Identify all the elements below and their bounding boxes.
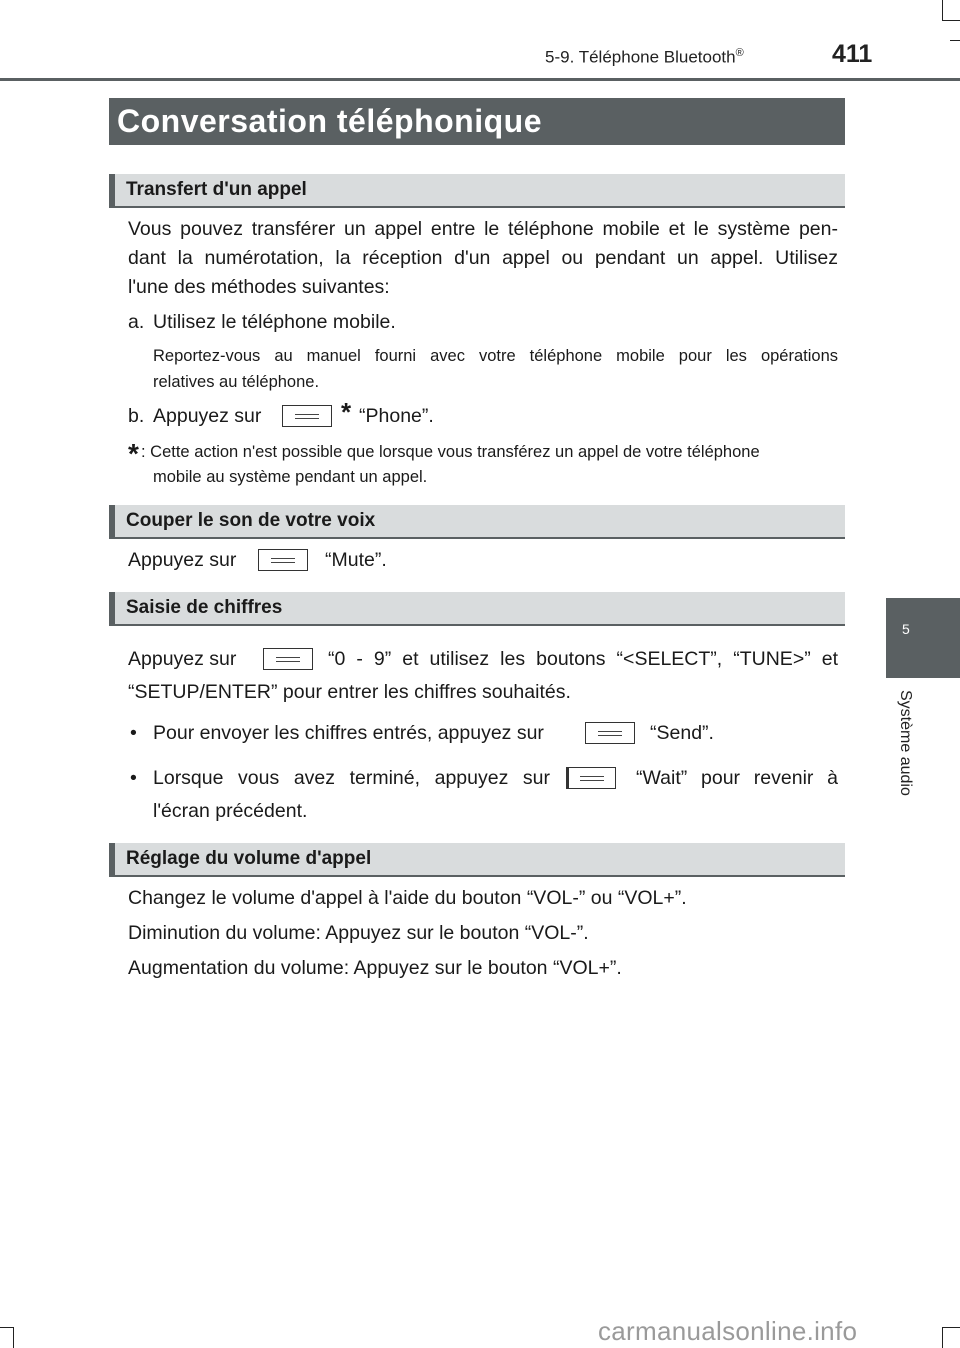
send-button bbox=[585, 722, 635, 744]
transfer-note-line-2: relatives au téléphone. bbox=[153, 373, 320, 391]
chapter-label: Système audio bbox=[897, 690, 914, 796]
crop-mark bbox=[0, 1327, 14, 1328]
digits-line-2: “SETUP/ENTER” pour entrer les chiffres souhaités. bbox=[128, 681, 571, 703]
option-b-star: * bbox=[341, 397, 352, 427]
heading-transfer: Transfert d'un appel bbox=[109, 174, 845, 208]
registered-mark: ® bbox=[735, 47, 744, 59]
watermark: carmanualsonline.info bbox=[598, 1316, 858, 1346]
section-title: 5-9. Téléphone Bluetooth bbox=[545, 47, 736, 67]
phone-button bbox=[282, 405, 332, 427]
footnote-line-1: : Cette action n'est possible que lorsque vous transférez un appel de votre téléphone bbox=[141, 443, 760, 461]
crop-mark bbox=[942, 0, 943, 20]
heading-volume: Réglage du volume d'appel bbox=[109, 843, 845, 877]
option-a-text: Utilisez le téléphone mobile. bbox=[153, 311, 396, 333]
section-header bbox=[545, 47, 744, 68]
transfer-intro-line-2: dant la numérotation, la réception d'un appel ou pendant un appel. Utilisez bbox=[128, 247, 838, 269]
volume-line-3: Augmentation du volume: Appuyez sur le bouton “VOL+”. bbox=[128, 957, 622, 979]
mute-button bbox=[258, 549, 308, 571]
digits-button bbox=[263, 648, 313, 670]
digits-line-1-suffix: “0 - 9” et utilisez les boutons “<SELECT”, “TUNE>” et bbox=[328, 648, 838, 670]
wait-button bbox=[566, 767, 616, 789]
crop-mark bbox=[13, 1327, 14, 1348]
footnote-line-2: mobile au système pendant un appel. bbox=[153, 468, 428, 486]
option-b-prefix: Appuyez sur bbox=[153, 405, 262, 427]
transfer-intro-line-3: l'une des méthodes suivantes: bbox=[128, 276, 390, 298]
crop-mark bbox=[942, 20, 960, 21]
page-number: 411 bbox=[832, 40, 873, 68]
chapter-tab bbox=[886, 598, 960, 678]
bullet-1-prefix: Pour envoyer les chiffres entrés, appuyez sur bbox=[153, 722, 544, 744]
transfer-note-line-1: Reportez-vous au manuel fourni avec votre téléphone mobile pour les opérations bbox=[153, 347, 838, 365]
crop-mark bbox=[942, 1327, 960, 1328]
option-b-marker: b. bbox=[128, 405, 145, 427]
heading-digits: Saisie de chiffres bbox=[109, 592, 845, 626]
option-a-marker: a. bbox=[128, 311, 145, 333]
crop-mark bbox=[942, 1327, 943, 1348]
page-title: Conversation téléphonique bbox=[109, 98, 845, 145]
heading-mute: Couper le son de votre voix bbox=[109, 505, 845, 539]
bullet-2-prefix: Lorsque vous avez terminé, appuyez sur bbox=[153, 767, 550, 789]
option-b-suffix: “Phone”. bbox=[359, 405, 434, 427]
header-rule bbox=[0, 78, 960, 81]
mute-prefix: Appuyez sur bbox=[128, 549, 237, 571]
bullet-2-line-2: l'écran précédent. bbox=[153, 800, 308, 822]
chapter-number: 5 bbox=[902, 621, 910, 637]
bullet-1-marker: • bbox=[130, 722, 137, 744]
digits-line-1-prefix: Appuyez sur bbox=[128, 648, 237, 670]
crop-mark bbox=[950, 40, 960, 41]
transfer-intro-line-1: Vous pouvez transférer un appel entre le téléphone mobile et le système pen- bbox=[128, 218, 838, 240]
volume-line-1: Changez le volume d'appel à l'aide du bouton “VOL-” ou “VOL+”. bbox=[128, 887, 687, 909]
mute-suffix: “Mute”. bbox=[325, 549, 387, 571]
volume-line-2: Diminution du volume: Appuyez sur le bouton “VOL-”. bbox=[128, 922, 589, 944]
bullet-1-suffix: “Send”. bbox=[650, 722, 714, 744]
bullet-2-suffix: “Wait” pour revenir à bbox=[636, 767, 838, 789]
footnote-star: * bbox=[128, 438, 139, 469]
bullet-2-marker: • bbox=[130, 767, 137, 789]
